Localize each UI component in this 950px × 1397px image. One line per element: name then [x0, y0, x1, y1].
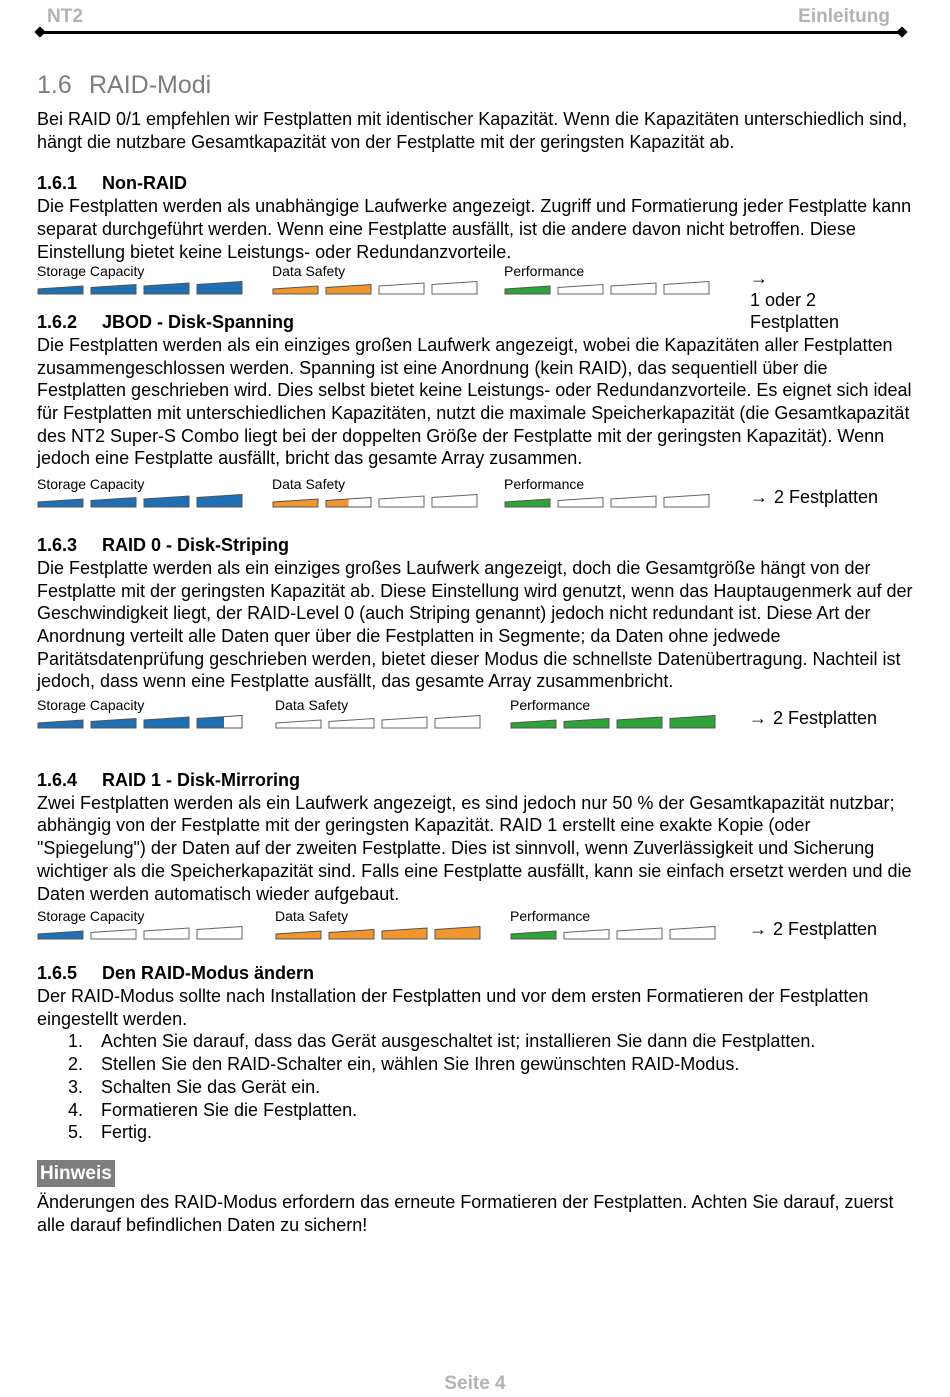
meter-segment — [557, 281, 604, 295]
header-rule — [40, 31, 902, 34]
meter-label: Storage Capacity — [37, 908, 145, 925]
meter-segment — [510, 715, 557, 729]
meter-label: Storage Capacity — [37, 697, 145, 714]
meter-label: Performance — [510, 697, 591, 714]
meter-outline — [617, 928, 662, 939]
subsection-heading — [37, 769, 917, 792]
meter-segment — [37, 926, 84, 940]
meter-segment — [663, 281, 710, 295]
meter-capacity — [37, 476, 144, 492]
disk-count-text: 2 Festplatten — [773, 919, 878, 940]
meter-segment — [143, 494, 190, 508]
header-chapter: Einleitung — [798, 6, 890, 27]
arrow-right-icon: → — [749, 708, 767, 729]
disk-count — [750, 267, 860, 333]
meter-segment — [610, 281, 657, 295]
subsection-heading — [37, 534, 917, 557]
meter-capacity — [37, 908, 144, 924]
disk-count-text: 2 Festplatten — [774, 487, 879, 508]
disk-count-text: 2 Festplatten — [773, 708, 878, 729]
arrow-right-icon: → — [749, 919, 767, 940]
header-product: NT2 — [47, 6, 83, 27]
raid-meters — [37, 908, 917, 952]
meter-outline — [382, 717, 427, 728]
raid-meters — [37, 697, 917, 741]
meter-outline — [144, 928, 189, 939]
meter-outline — [558, 498, 603, 508]
page-number: Seite 4 — [444, 1373, 506, 1394]
meter-segment — [434, 926, 481, 940]
meter-capacity — [37, 263, 144, 279]
section-intro: Bei RAID 0/1 empfehlen wir Festplatten mit identischer Kapazität. Wenn die Kapazitäten unterschiedlich sind, hängt die nutzbare Gesamtkapazität von der Festplatte mit der geringsten Kapazität ab. — [37, 109, 908, 152]
meter-segment — [272, 281, 319, 295]
meter-label: Data Safety — [272, 263, 346, 280]
meter-segment — [196, 281, 243, 295]
meter-label: Performance — [504, 263, 585, 280]
arrow-right-icon: → — [750, 268, 768, 289]
meter-outline — [379, 283, 424, 294]
steps-list — [37, 1030, 917, 1144]
meter-label: Performance — [510, 908, 591, 925]
meter-segment — [669, 926, 716, 940]
rule-diamond-right — [896, 26, 907, 37]
meter-segment — [669, 715, 716, 729]
subsection-title: RAID 0 - Disk-Striping — [102, 535, 290, 556]
subsection-text: Die Festplatten werden als ein einziges großen Laufwerk angezeigt, wobei die Kapazitäten aller Festplatten zusammengeschlossen werden. Spanning ist eine Anordnung (kein RAID), das sequentiell über die Festplatten geschrieben wird. Dies selbst bietet keine Leistungs- oder Redundanzvorteile. Es eignet sich ideal für Festplatten mit unterschiedlichen Kapazitäten, nutzt die maximale Speicherkapazität (die Gesamtkapazität des NT2 Super-S Combo liegt bei der doppelten Größe der Festplatte mit der geringsten Kapazität). Wenn jedoch eine Festplatte ausfällt, bricht das gesamte Array zusammen. — [37, 334, 912, 469]
list-item: 2. Stellen Sie den RAID-Schalter ein, wählen Sie Ihren gewünschten RAID-Modus. — [68, 1054, 740, 1075]
meter-safety — [272, 476, 345, 492]
arrow-right-icon: → — [750, 487, 768, 508]
section-title: RAID-Modi — [89, 71, 212, 99]
subsection-title: Non-RAID — [102, 173, 187, 194]
meter-segment — [325, 494, 372, 508]
meter-label: Performance — [504, 476, 585, 493]
meter-outline — [564, 930, 609, 940]
meter-outline — [611, 496, 656, 507]
meter-segment — [616, 715, 663, 729]
meter-segment — [196, 926, 243, 940]
disk-count — [750, 486, 878, 508]
meter-safety — [275, 697, 348, 713]
meter-segment — [616, 926, 663, 940]
rule-diamond-left — [34, 26, 45, 37]
meter-segment — [90, 281, 137, 295]
subsection-number: 1.6.4 — [37, 770, 78, 791]
meter-segment — [143, 926, 190, 940]
meter-segment — [325, 281, 372, 295]
meter-segment — [610, 494, 657, 508]
meter-safety — [272, 263, 345, 279]
raid-meters — [37, 476, 917, 520]
meter-segment — [90, 494, 137, 508]
meter-performance — [510, 697, 590, 713]
note-text: Änderungen des RAID-Modus erfordern das erneute Formatieren der Festplatten. Achten Sie darauf, zuerst alle darauf befindlichen Daten zu sichern! — [37, 1191, 894, 1235]
meter-capacity — [37, 697, 144, 713]
meter-segment — [275, 926, 322, 940]
section-number: 1.6 — [37, 71, 72, 99]
meter-segment — [90, 926, 137, 940]
meter-outline — [432, 495, 477, 508]
meter-segment — [328, 926, 375, 940]
meter-outline — [670, 927, 715, 940]
meter-segment — [37, 281, 84, 295]
meter-segment — [196, 494, 243, 508]
meter-segment — [275, 715, 322, 729]
section-heading — [37, 70, 917, 100]
meter-segment — [663, 494, 710, 508]
meter-outline — [611, 283, 656, 294]
subsection-number: 1.6.3 — [37, 535, 78, 556]
meter-outline — [91, 930, 136, 940]
page-content — [37, 70, 917, 1236]
meter-label: Storage Capacity — [37, 263, 145, 280]
meter-segment — [563, 715, 610, 729]
meter-segment — [328, 715, 375, 729]
list-item: 4. Formatieren Sie die Festplatten. — [68, 1099, 358, 1120]
note-block — [37, 1160, 917, 1236]
meter-label: Data Safety — [275, 697, 349, 714]
meter-segment — [272, 494, 319, 508]
subsection-heading — [37, 962, 917, 985]
meter-outline — [558, 285, 603, 295]
meter-segment — [557, 494, 604, 508]
subsection-title: Den RAID-Modus ändern — [102, 963, 315, 984]
meter-segment — [381, 926, 428, 940]
subsection-heading — [37, 172, 917, 195]
meter-label: Data Safety — [272, 476, 346, 493]
meter-segment — [196, 715, 243, 729]
list-item: 1. Achten Sie darauf, dass das Gerät ausgeschaltet ist; installieren Sie dann die Festplatten. — [68, 1031, 816, 1052]
meter-segment — [143, 281, 190, 295]
note-label: Hinweis — [37, 1160, 115, 1187]
disk-count — [749, 707, 877, 729]
subsection-text: Zwei Festplatten werden als ein Laufwerk angezeigt, es sind jedoch nur 50 % der Gesamtkapazität nutzbar; abhängig von der Festplatte mit der geringsten Kapazität. RAID 1 erstellt eine exakte Kopie (oder "Spiegelung") der Daten auf der zweiten Festplatte. Dies ist sinnvoll, wenn Zuverlässigkeit und Sicherung wichtiger als die Speicherkapazität sind. Falls eine Festplatte ausfällt, kann sie einfach ersetzt werden und die Daten werden automatisch wieder aufgebaut. — [37, 792, 912, 904]
meter-label: Storage Capacity — [37, 476, 145, 493]
meter-segment — [510, 926, 557, 940]
meter-outline — [197, 927, 242, 940]
meter-segment — [434, 715, 481, 729]
subsection-number: 1.6.5 — [37, 963, 78, 984]
subsection-text: Der RAID-Modus sollte nach Installation der Festplatten und vor dem ersten Formatieren der Festplatten eingestellt werden. — [37, 985, 869, 1029]
meter-outline — [379, 496, 424, 507]
meter-segment — [90, 715, 137, 729]
meter-outline — [432, 282, 477, 295]
list-item: 5. Fertig. — [68, 1122, 153, 1143]
meter-outline — [664, 495, 709, 508]
meter-outline — [329, 719, 374, 729]
list-item: 3. Schalten Sie das Gerät ein. — [68, 1076, 321, 1097]
meter-segment — [504, 494, 551, 508]
subsection-text: Die Festplatte werden als ein einziges großes Laufwerk angezeigt, doch die Gesamtgröße hängt von der Festplatte mit der geringsten Kapazität ab. Diese Einstellung wird genutzt, wenn das Hauptaugenmerk auf der Geschwindigkeit liegt, der RAID-Level 0 (auch Striping genannt) jedoch nicht redundant ist. Diese Art der Anordnung verteilt alle Daten quer über die Festplatten in Segmente; da Daten ohne jedwede Paritätsdatenprüfung geschrieben werden, bietet dieser Modus die schnellste Datenübertragung. Nachteil ist jedoch, dass wenn eine Festplatte ausfällt, das gesamte Array zusammenbricht. — [37, 557, 913, 692]
subsection-number: 1.6.2 — [37, 312, 78, 333]
meter-outline — [276, 720, 321, 728]
meter-segment — [381, 715, 428, 729]
subsection-title: JBOD - Disk-Spanning — [102, 312, 295, 333]
meter-segment — [378, 281, 425, 295]
subsection-title: RAID 1 - Disk-Mirroring — [102, 770, 301, 791]
disk-count-text: 1 oder 2 Festplatten — [750, 290, 840, 333]
meter-performance — [504, 263, 584, 279]
meter-segment — [37, 715, 84, 729]
meter-segment — [563, 926, 610, 940]
disk-count — [749, 918, 877, 940]
subsection-text: Die Festplatten werden als unabhängige Laufwerke angezeigt. Zugriff und Formatierung jeder Festplatte kann separat durchgeführt werden. Wenn eine Festplatte ausfällt, ist die andere davon nicht betroffen. Diese Einstellung bietet keine Leistungs- oder Redundanzvorteile. — [37, 196, 912, 262]
meter-segment — [504, 281, 551, 295]
meter-safety — [275, 908, 348, 924]
subsection-number: 1.6.1 — [37, 173, 78, 194]
meter-segment — [143, 715, 190, 729]
meter-outline — [435, 716, 480, 729]
meter-outline — [664, 282, 709, 295]
meter-segment — [378, 494, 425, 508]
meter-performance — [510, 908, 590, 924]
meter-segment — [431, 494, 478, 508]
meter-segment — [431, 281, 478, 295]
meter-segment — [37, 494, 84, 508]
meter-performance — [504, 476, 584, 492]
meter-label: Data Safety — [275, 908, 349, 925]
